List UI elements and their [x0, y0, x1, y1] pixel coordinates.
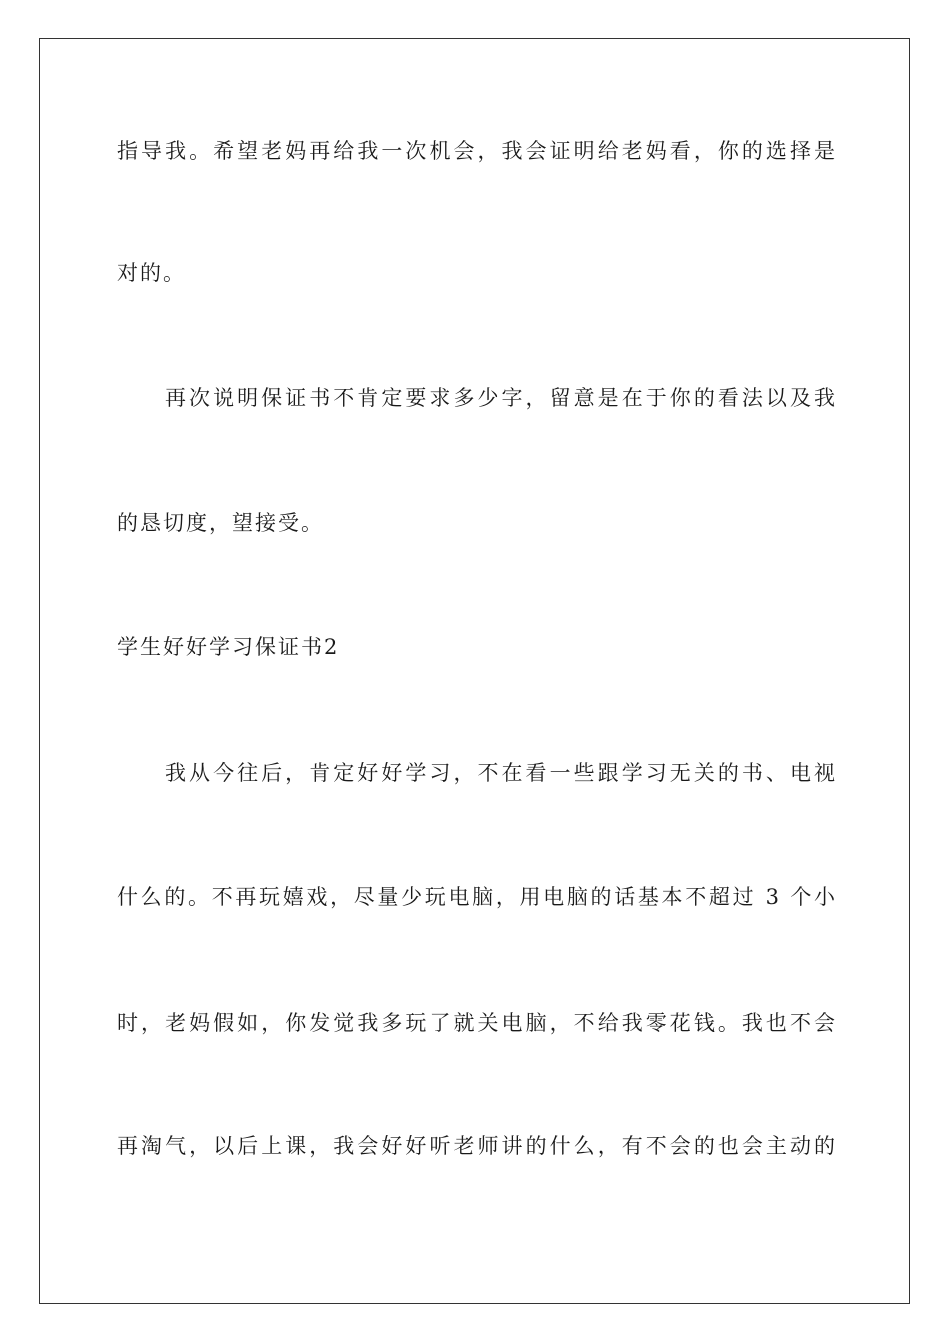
body-line-3: 再次说明保证书不肯定要求多少字，留意是在于你的看法以及我 — [165, 386, 837, 410]
body-line-2: 对的。 — [117, 261, 186, 285]
page-border — [39, 38, 910, 1304]
body-line-4: 的恳切度，望接受。 — [117, 511, 324, 535]
body-line-5: 我从今往后，肯定好好学习，不在看一些跟学习无关的书、电视 — [165, 761, 837, 785]
body-line-7: 时，老妈假如，你发觉我多玩了就关电脑，不给我零花钱。我也不会 — [117, 1011, 837, 1035]
section-heading: 学生好好学习保证书2 — [117, 635, 340, 659]
body-line-6: 什么的。不再玩嬉戏，尽量少玩电脑，用电脑的话基本不超过 3 个小 — [117, 885, 837, 909]
body-line-1: 指导我。希望老妈再给我一次机会，我会证明给老妈看，你的选择是 — [117, 139, 837, 163]
body-line-8: 再淘气，以后上课，我会好好听老师讲的什么，有不会的也会主动的 — [117, 1134, 837, 1158]
